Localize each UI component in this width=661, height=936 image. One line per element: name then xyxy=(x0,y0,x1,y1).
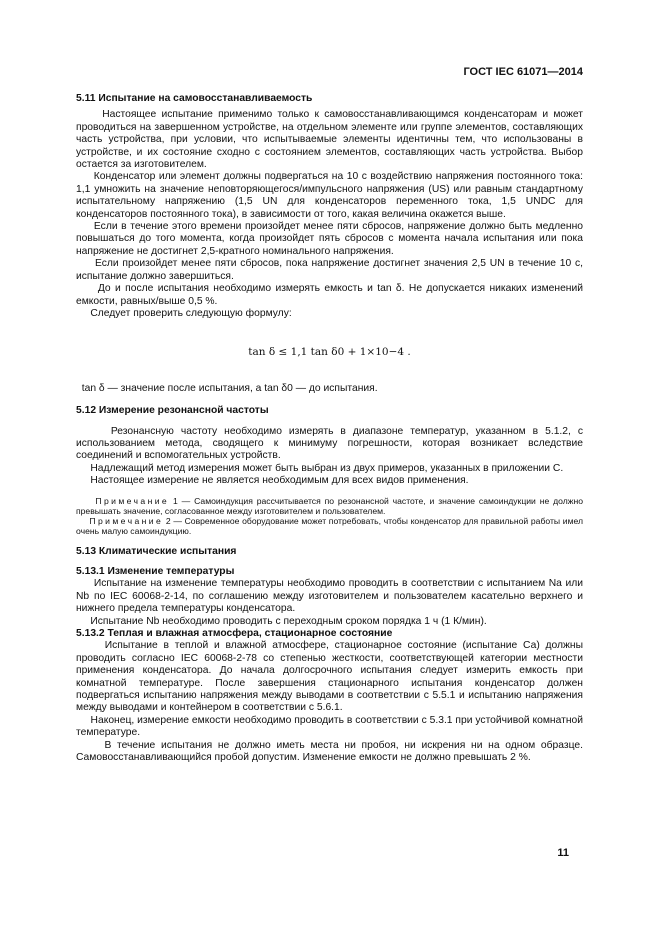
paragraph: Конденсатор или элемент должны подвергаться на 10 с воздействию напряжения постоянного тока: 1,1 умножить на значение неповторяющегося/импульсного напряжения (US) или равным стандартному испытательному напряжению (1,5 UN для конденсаторов переменного тока, 1,5 UNDC для конденсаторов постоянного тока), в зависимости от того, какая величина окажется выше. xyxy=(76,171,583,220)
paragraph: Надлежащий метод измерения может быть выбран из двух примеров, указанных в приложении С. xyxy=(90,462,564,474)
note-1: Примечание 1 — Самоиндукция рассчитывается по резонансной частоте, и значение самоиндукции не должно превышать значение, согласованное между изготовителем и пользователем. xyxy=(76,495,583,516)
document-body xyxy=(76,93,583,764)
paragraph: Если в течение этого времени произойдет менее пяти сбросов, напряжение должно быть медленно повышаться до того момента, когда произойдет пять сбросов с момента начала испытания или пока напряжение не достигнет 2,5-кратного номинального напряжения. xyxy=(76,221,583,257)
page-number: 11 xyxy=(557,847,569,859)
paragraph: До и после испытания необходимо измерять емкость и tan δ. Не допускается никаких изменений емкости, равных/выше 0,5 %. xyxy=(76,283,583,307)
paragraph: В течение испытания не должно иметь места ни пробоя, ни искрения ни на одном образце. Самовосстанавливающийся пробой допустим. Изменение емкости не должно превышать 2 %. xyxy=(76,739,583,764)
subsection-heading-5-13-2: 5.13.2 Теплая и влажная атмосфера, стационарное состояние xyxy=(76,628,393,639)
paragraph: Испытание на изменение температуры необходимо проводить в соответствии с испытанием Na или Nb по IEC 60068-2-14, по соглашению между изготовителем и пользователем касательно верхнего и нижнего предела температуры конденсатора. xyxy=(76,578,583,615)
section-heading-5-12: 5.12 Измерение резонансной частоты xyxy=(76,405,269,417)
section-heading-5-11: 5.11 Испытание на самовосстанавливаемость xyxy=(76,93,313,104)
paragraph: Если произойдет менее пяти сбросов, пока напряжение достигнет значения 2,5 UN в течение 10 с, испытание должно завершиться. xyxy=(76,258,583,282)
document-code: ГОСТ IEC 61071—2014 xyxy=(463,66,583,78)
section-heading-5-13: 5.13 Климатические испытания xyxy=(76,545,237,557)
paragraph: Наконец, измерение емкости необходимо проводить в соответствии с 5.3.1 при устойчивой комнатной температуре. xyxy=(76,714,584,739)
paragraph: Резонансную частоту необходимо измерять в диапазоне температур, указанном в 5.1.2, с использованием метода, сводящего к минимуму погрешности, которая возникает вследствие соединений и вспомогательных устройств. xyxy=(76,425,583,462)
paragraph: Следует проверить следующую формулу: xyxy=(90,307,292,319)
formula-explanation: tan δ — значение после испытания, а tan δ0 — до испытания. xyxy=(81,382,378,394)
note-2: Примечание 2 — Современное оборудование может потребовать, чтобы конденсатор для правильной работы имел очень малую самоиндукцию. xyxy=(76,515,583,536)
formula: tan δ ≤ 1,1 tan δ0 + 1×10−4 . xyxy=(248,346,411,359)
paragraph: Испытание Nb необходимо проводить с переходным сроком порядка 1 ч (1 К/мин). xyxy=(90,615,487,627)
paragraph: Настоящее испытание применимо только к самовосстанавливающимся конденсаторам и может проводиться на завершенном устройстве, на отдельном элементе или группе элементов, составляющих часть устройства, при условии, что испытываемые элементы идентичны тем, что использованы в устройстве, и их состояние сходно с состоянием элементов, составляющих часть устройства. Выбор остается за изготовителем. xyxy=(76,109,583,171)
paragraph: Настоящее измерение не является необходимым для всех видов применения. xyxy=(90,475,469,487)
subsection-heading-5-13-1: 5.13.1 Изменение температуры xyxy=(76,565,235,577)
paragraph: Испытание в теплой и влажной атмосфере, стационарное состояние (испытание Са) должны проводить согласно IEC 60068-2-78 со степенью жесткости, соответствующей категории местности применения конденсатора. До начала долгосрочного испытания следует измерить емкость при комнатной температуре. После завершения стационарного испытания конденсатор должен подвергаться испытанию напряжения между выводами в соответствии с 5.5.1 и испытанию напряжения между выводами и контейнером в соответствии с 5.6.1. xyxy=(76,640,583,714)
